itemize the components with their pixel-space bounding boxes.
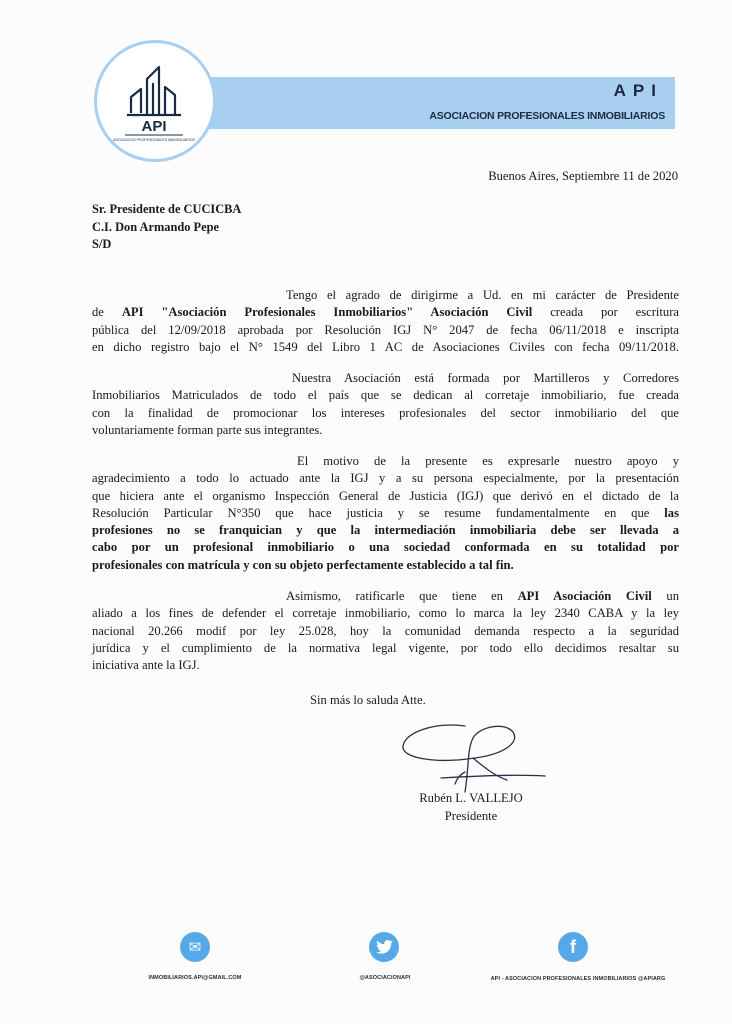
recipient-line: S/D — [92, 237, 112, 251]
text-line: con la finalidad de promocionar los intereses profesionales del sector inmobiliario del que — [92, 405, 679, 420]
text-line: profesiones no se franquician y que la intermediación inmobiliaria debe ser llevada a — [92, 523, 679, 538]
text-line: nacional 20.266 modif por ley 25.028, hoy la comunidad demanda respecto a la seguridad — [92, 623, 679, 638]
text-line: que hiciera ante el organismo Inspección General de Justicia (IGJ) que derivó en el dictado de la — [92, 488, 679, 503]
footer-email: INMOBILIARIOS.API@GMAIL.COM — [148, 975, 242, 981]
recipient-block — [92, 201, 241, 254]
svg-text:ASOCIACION PROFESIONALES INMOB: ASOCIACION PROFESIONALES INMOBILIARIOS — [113, 138, 195, 142]
handwritten-signature — [395, 718, 555, 798]
footer-facebook: API - ASOCIACION PROFESIONALES INMOBILIARIOS @APIARG — [490, 976, 666, 982]
text-line: profesionales con matrícula y con su objeto perfectamente establecido a tal fin. — [92, 557, 514, 572]
text-line: en dicho registro bajo el N° 1549 del Libro 1 AC de Asociaciones Civiles con fecha 09/11/2018. — [92, 339, 679, 354]
text-line: Inmobiliarios Matriculados de todo el país que se dedican al corretaje inmobiliario, fue creada — [92, 388, 679, 403]
text-line: agradecimiento a todo lo actuado ante la IGJ y a su persona especialmente, por la presentación — [92, 471, 679, 486]
footer-twitter: @ASOCIACIONAPI — [359, 975, 411, 981]
text-line — [92, 588, 679, 605]
text-segment: Resolución Particular N°350 que hace justicia y se resume fundamentalmente en que — [92, 505, 650, 520]
recipient-line: C.I. Don Armando Pepe — [92, 219, 220, 234]
signer-name: Rubén L. VALLEJO — [419, 791, 523, 805]
text-line: cabo por un profesional inmobiliario o una sociedad conformada en su totalidad por — [92, 540, 679, 555]
text-line: iniciativa ante la IGJ. — [92, 658, 200, 673]
text-line: de API "Asociación Profesionales Inmobiliarios" Asociación Civil creada por escritura — [92, 305, 680, 320]
org-acronym: API — [613, 81, 663, 100]
api-logo — [94, 40, 216, 162]
building-logo-icon — [97, 43, 213, 159]
letter-date: Buenos Aires, Septiembre 11 de 2020 — [488, 169, 678, 183]
bold-segment: las — [664, 505, 679, 520]
text-line: aliado a los fines de defender el corretaje inmobiliario, como lo marca la ley 2340 CABA y la ley — [92, 606, 679, 621]
text-line: Tengo el agrado de dirigirme a Ud. en mi carácter de Presidente — [286, 288, 679, 302]
org-name: ASOCIACION PROFESIONALES INMOBILIARIOS — [429, 110, 665, 122]
text-line: pública del 12/09/2018 aprobada por Resolución IGJ N° 2047 de fecha 06/11/2018 e inscripta — [92, 322, 679, 337]
paragraph-1 — [92, 287, 679, 356]
text-line: El motivo de la presente es expresarle nuestro apoyo y — [297, 454, 679, 468]
svg-text:API: API — [141, 118, 167, 135]
twitter-bird-icon — [376, 940, 393, 954]
paragraph-2 — [92, 370, 679, 439]
paragraph-3 — [92, 453, 679, 574]
text-line: jurídica y el cumplimiento de la normativa legal vigente, por todo ello decidimos resaltar su — [92, 640, 679, 655]
twitter-icon — [369, 932, 399, 962]
paragraph-4 — [92, 588, 679, 674]
signer-block — [415, 789, 527, 825]
text-line: Nuestra Asociación está formada por Martilleros y Corredores — [292, 371, 679, 385]
text-segment: un — [666, 589, 680, 603]
text-segment: Asimismo, ratificarle que tiene en — [286, 589, 503, 603]
recipient-line: Sr. Presidente de CUCICBA — [92, 202, 242, 216]
email-icon: ✉ — [180, 932, 210, 962]
bold-segment: API Asociación Civil — [517, 589, 652, 603]
text-line: voluntariamente forman parte sus integrantes. — [92, 422, 323, 437]
facebook-icon: f — [558, 932, 588, 962]
closing-line: Sin más lo saluda Atte. — [310, 693, 426, 707]
text-line — [92, 505, 679, 522]
header-banner — [205, 77, 675, 129]
signer-title: Presidente — [444, 809, 498, 823]
